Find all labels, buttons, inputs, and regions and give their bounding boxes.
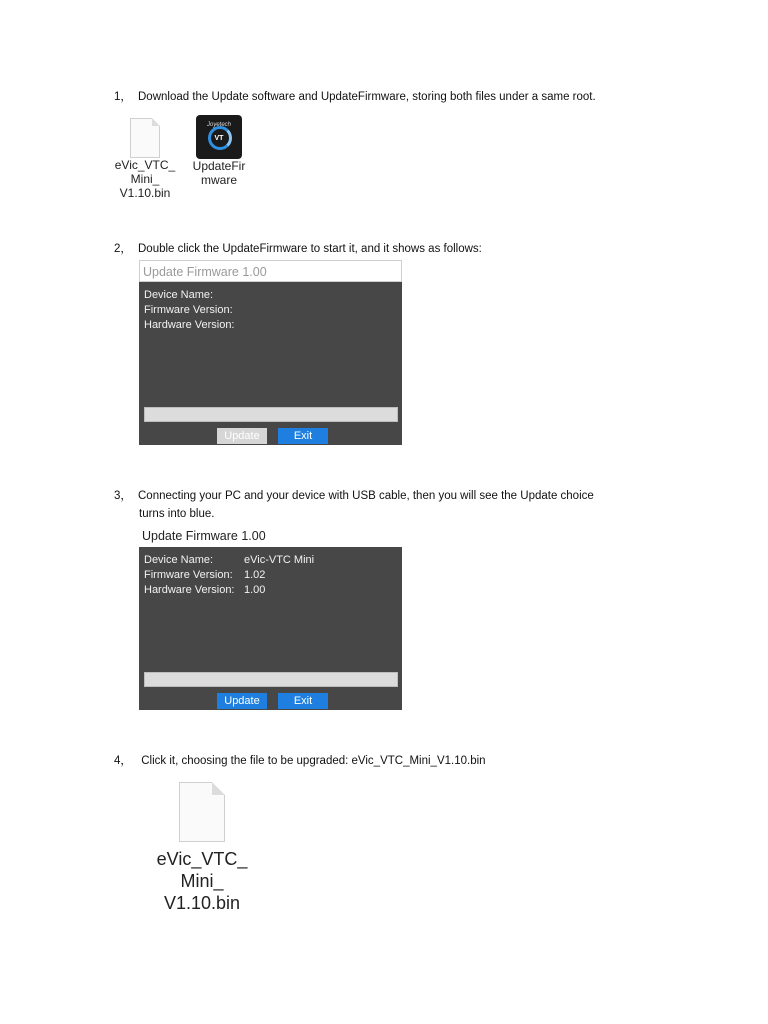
device-name-label: Device Name: [144, 289, 214, 301]
file-name-line: Mini_ [130, 172, 160, 186]
file-name-line: UpdateFir [192, 159, 246, 173]
hardware-version-label: Hardware Version: [144, 319, 235, 331]
firmware-version-label: Firmware Version: [144, 304, 233, 316]
exit-button[interactable]: Exit [278, 428, 328, 444]
device-info [144, 288, 244, 333]
update-firmware-app[interactable] [188, 115, 250, 187]
file-name-line: Mini_ [180, 871, 224, 891]
device-name-label: Device Name: [144, 554, 214, 566]
step-2 [114, 240, 482, 258]
step-3 [114, 487, 654, 523]
window-body [139, 547, 402, 710]
hardware-version-label: Hardware Version: [144, 584, 235, 596]
firmware-version-label: Firmware Version: [144, 569, 233, 581]
app-brand: Joyetech [206, 122, 231, 128]
update-button-disabled[interactable]: Update [217, 428, 267, 444]
joyetech-vt-app-icon [196, 115, 242, 159]
document-icon [130, 118, 160, 158]
file-name-line: eVic_VTC_ [114, 158, 176, 172]
firmware-version-value: 1.02 [244, 569, 266, 581]
step-number: 2， [114, 243, 132, 255]
file-name-line: V1.10.bin [119, 186, 171, 200]
file-name-line: mware [200, 173, 237, 187]
update-firmware-window-after [139, 525, 402, 710]
app-badge: VT [214, 135, 224, 142]
device-name-value: eVic-VTC Mini [244, 554, 315, 566]
update-firmware-window-before [139, 260, 402, 445]
window-body [139, 282, 402, 445]
step-1 [114, 88, 596, 106]
document-icon [179, 782, 225, 842]
file-name-line: V1.10.bin [163, 893, 241, 913]
bin-file-icon-large[interactable] [150, 782, 254, 914]
progress-bar [144, 672, 398, 687]
step-number: 4， [114, 755, 132, 767]
device-info [144, 553, 314, 598]
step-text: Download the Update software and UpdateFirmware, storing both files under a same root. [138, 91, 596, 103]
update-button[interactable]: Update [217, 693, 267, 709]
file-name-line: eVic_VTC_ [156, 849, 248, 869]
step-number: 1， [114, 91, 132, 103]
step-text: Connecting your PC and your device with USB cable, then you will see the Update choice [138, 490, 594, 502]
hardware-version-value: 1.00 [244, 584, 266, 596]
step-text: Double click the UpdateFirmware to start it, and it shows as follows: [138, 243, 482, 255]
exit-button[interactable]: Exit [278, 693, 328, 709]
step-text-continued: turns into blue. [139, 508, 215, 520]
window-title: Update Firmware 1.00 [139, 525, 402, 547]
progress-bar [144, 407, 398, 422]
step-text: Click it, choosing the file to be upgraded: eVic_VTC_Mini_V1.10.bin [141, 755, 486, 767]
bin-file-icon-small[interactable] [114, 118, 176, 200]
step-number: 3， [114, 490, 132, 502]
window-title: Update Firmware 1.00 [139, 260, 402, 282]
step-4 [114, 752, 486, 770]
